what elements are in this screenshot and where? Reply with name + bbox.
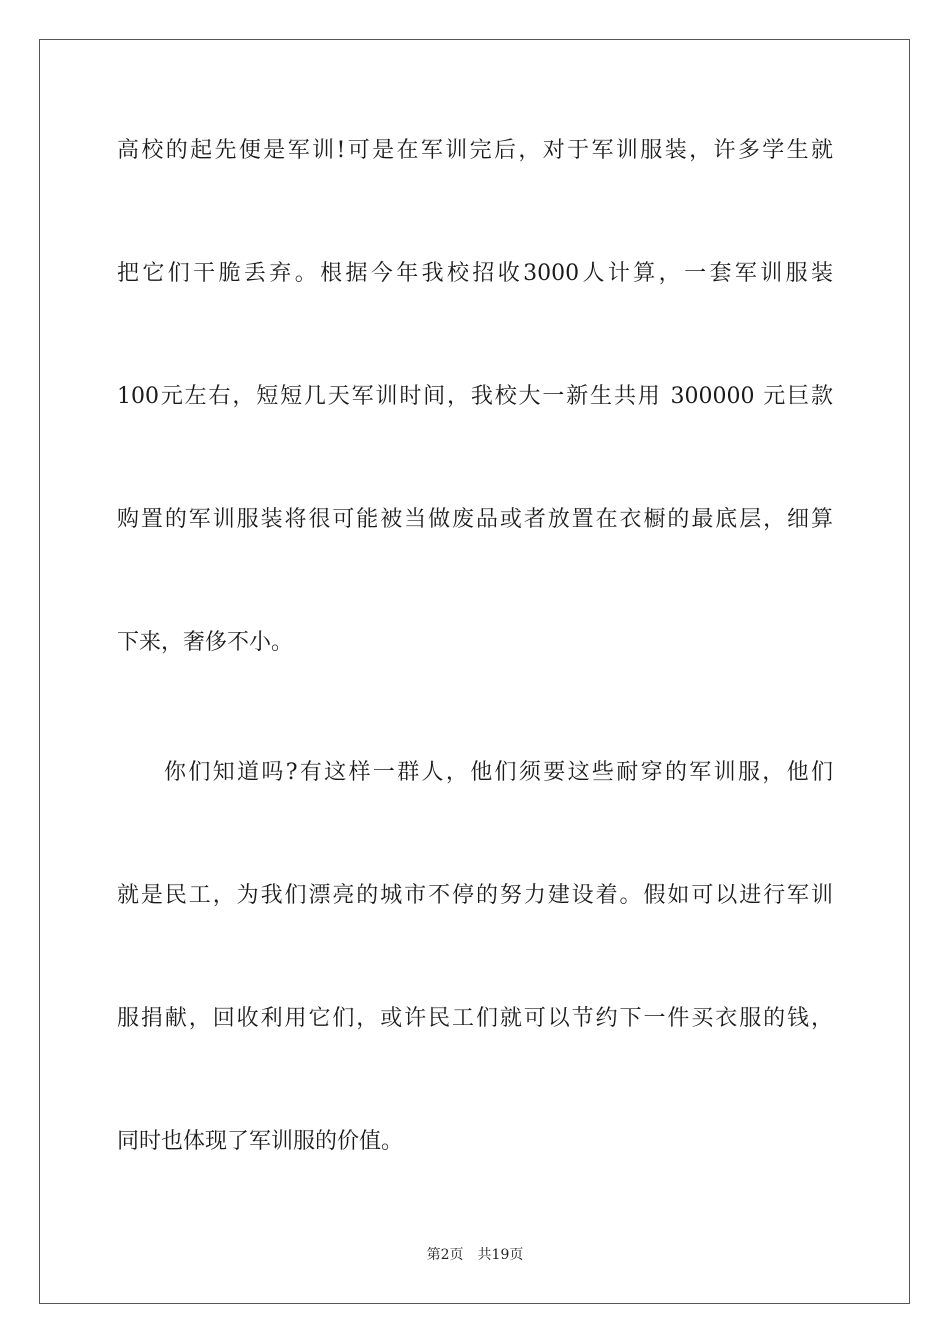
paragraph-2-line-2: 就是民工，为我们漂亮的城市不停的努力建设着。假如可以进行军训 xyxy=(117,883,833,908)
paragraph-1-line-3: 100元左右，短短几天军训时间，我校大一新生共用 300000 元巨款 xyxy=(117,384,833,409)
page-footer xyxy=(0,1246,950,1264)
paragraph-2-line-1: 你们知道吗?有这样一群人，他们须要这些耐穿的军训服，他们 xyxy=(164,760,833,785)
paragraph-1-line-2: 把它们干脆丢弃。根据今年我校招收3000人计算，一套军训服装 xyxy=(117,261,833,286)
page-total: 共19页 xyxy=(477,1247,524,1263)
paragraph-2-line-3: 服捐献，回收利用它们，或许民工们就可以节约下一件买衣服的钱， xyxy=(117,1006,833,1031)
page-border xyxy=(39,39,910,1304)
paragraph-2-line-4: 同时也体现了军训服的价值。 xyxy=(117,1129,404,1154)
page-number: 第2页 xyxy=(426,1247,464,1263)
paragraph-1-line-4: 购置的军训服装将很可能被当做废品或者放置在衣橱的最底层，细算 xyxy=(117,507,833,532)
paragraph-1-line-5: 下来，奢侈不小。 xyxy=(117,630,294,655)
paragraph-1-line-1: 高校的起先便是军训!可是在军训完后，对于军训服装，许多学生就 xyxy=(117,138,833,163)
